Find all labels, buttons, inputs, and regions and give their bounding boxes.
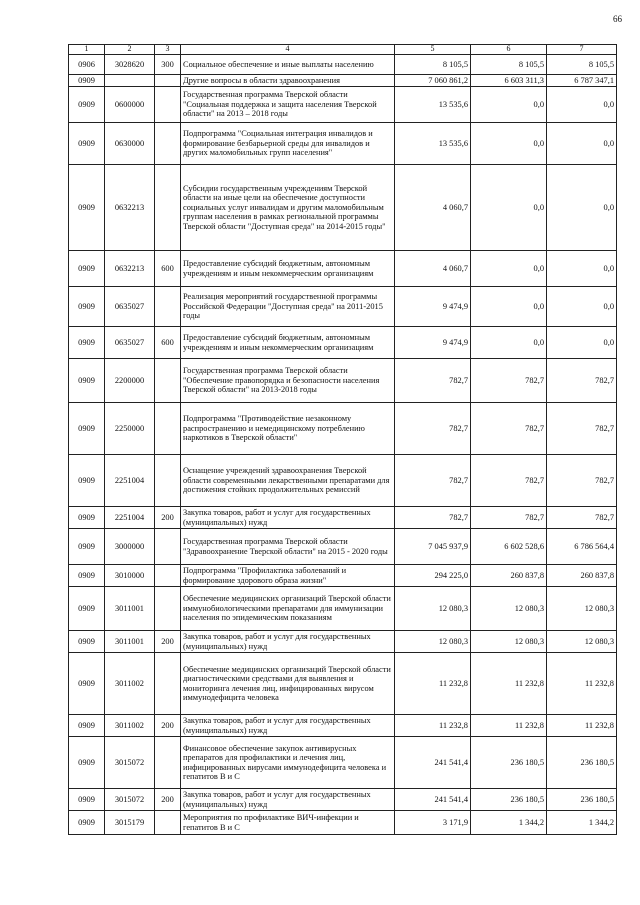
section-code: 0909 xyxy=(69,359,105,403)
item-name: Оснащение учреждений здравоохранения Тверской области современными лекарственными препаратами для достижения стойких продолжительных ремиссий xyxy=(181,455,395,507)
amount-col6: 236 180,5 xyxy=(471,737,547,789)
target-code: 3015072 xyxy=(105,737,155,789)
expense-type-code xyxy=(155,359,181,403)
amount-col7: 782,7 xyxy=(547,507,617,529)
amount-col6: 12 080,3 xyxy=(471,587,547,631)
amount-col7: 782,7 xyxy=(547,455,617,507)
table-row xyxy=(69,507,617,529)
amount-col6: 6 602 528,6 xyxy=(471,529,547,565)
expense-type-code xyxy=(155,287,181,327)
expense-type-code xyxy=(155,403,181,455)
target-code: 3011001 xyxy=(105,587,155,631)
expense-type-code: 200 xyxy=(155,715,181,737)
section-code: 0909 xyxy=(69,507,105,529)
amount-col6: 236 180,5 xyxy=(471,789,547,811)
expense-type-code xyxy=(155,529,181,565)
section-code: 0909 xyxy=(69,87,105,123)
expense-type-code: 600 xyxy=(155,327,181,359)
target-code: 3028620 xyxy=(105,55,155,75)
section-code: 0909 xyxy=(69,631,105,653)
amount-col5: 7 060 861,2 xyxy=(395,75,471,87)
section-code: 0909 xyxy=(69,123,105,165)
expense-type-code xyxy=(155,455,181,507)
table-row xyxy=(69,87,617,123)
amount-col6: 0,0 xyxy=(471,165,547,251)
section-code: 0909 xyxy=(69,75,105,87)
amount-col6: 11 232,8 xyxy=(471,715,547,737)
table-row xyxy=(69,737,617,789)
amount-col7: 260 837,8 xyxy=(547,565,617,587)
table-row xyxy=(69,327,617,359)
expense-type-code xyxy=(155,165,181,251)
amount-col6: 6 603 311,3 xyxy=(471,75,547,87)
amount-col7: 0,0 xyxy=(547,327,617,359)
expense-type-code: 200 xyxy=(155,507,181,529)
section-code: 0909 xyxy=(69,165,105,251)
amount-col7: 6 787 347,1 xyxy=(547,75,617,87)
amount-col5: 782,7 xyxy=(395,507,471,529)
section-code: 0906 xyxy=(69,55,105,75)
amount-col5: 241 541,4 xyxy=(395,789,471,811)
expense-type-code xyxy=(155,653,181,715)
target-code: 2251004 xyxy=(105,507,155,529)
amount-col7: 782,7 xyxy=(547,403,617,455)
table-row xyxy=(69,653,617,715)
amount-col6: 0,0 xyxy=(471,327,547,359)
amount-col5: 782,7 xyxy=(395,455,471,507)
amount-col5: 11 232,8 xyxy=(395,653,471,715)
amount-col7: 0,0 xyxy=(547,87,617,123)
target-code: 0632213 xyxy=(105,251,155,287)
expense-type-code: 300 xyxy=(155,55,181,75)
section-code: 0909 xyxy=(69,251,105,287)
expense-type-code: 200 xyxy=(155,789,181,811)
column-header: 7 xyxy=(547,45,617,55)
item-name: Закупка товаров, работ и услуг для государственных (муниципальных) нужд xyxy=(181,631,395,653)
budget-table xyxy=(68,44,617,835)
section-code: 0909 xyxy=(69,287,105,327)
column-header: 3 xyxy=(155,45,181,55)
item-name: Государственная программа Тверской области "Социальная поддержка и защита населения Тверской области" на 2013 – 2018 годы xyxy=(181,87,395,123)
expense-type-code xyxy=(155,811,181,835)
amount-col5: 13 535,6 xyxy=(395,123,471,165)
column-header: 5 xyxy=(395,45,471,55)
amount-col5: 9 474,9 xyxy=(395,327,471,359)
expense-type-code: 200 xyxy=(155,631,181,653)
target-code: 3015179 xyxy=(105,811,155,835)
table-row xyxy=(69,631,617,653)
target-code: 2251004 xyxy=(105,455,155,507)
item-name: Предоставление субсидий бюджетным, автономным учреждениям и иным некоммерческим организациям xyxy=(181,327,395,359)
amount-col7: 12 080,3 xyxy=(547,587,617,631)
amount-col7: 0,0 xyxy=(547,287,617,327)
item-name: Другие вопросы в области здравоохранения xyxy=(181,75,395,87)
amount-col6: 782,7 xyxy=(471,455,547,507)
target-code: 0635027 xyxy=(105,287,155,327)
target-code: 3011002 xyxy=(105,653,155,715)
amount-col6: 0,0 xyxy=(471,251,547,287)
amount-col7: 1 344,2 xyxy=(547,811,617,835)
table-row xyxy=(69,359,617,403)
amount-col7: 11 232,8 xyxy=(547,715,617,737)
expense-type-code xyxy=(155,75,181,87)
table-row xyxy=(69,165,617,251)
table-row xyxy=(69,287,617,327)
section-code: 0909 xyxy=(69,715,105,737)
amount-col6: 782,7 xyxy=(471,403,547,455)
table-row xyxy=(69,123,617,165)
amount-col6: 11 232,8 xyxy=(471,653,547,715)
item-name: Субсидии государственным учреждениям Тверской области на иные цели на обеспечение доступности социальных услуг инвалидам и другим маломобильным группам населения в рамках региональной программы Тверской области "Доступная среда" на 2014-2015 годы" xyxy=(181,165,395,251)
section-code: 0909 xyxy=(69,529,105,565)
amount-col5: 4 060,7 xyxy=(395,165,471,251)
item-name: Подпрограмма "Профилактика заболеваний и формирование здорового образа жизни" xyxy=(181,565,395,587)
amount-col6: 782,7 xyxy=(471,359,547,403)
section-code: 0909 xyxy=(69,327,105,359)
item-name: Финансовое обеспечение закупок антивирусных препаратов для профилактики и лечения лиц, инфицированных вирусами иммунодефицита человека и гепатитов В и С xyxy=(181,737,395,789)
table-row xyxy=(69,565,617,587)
target-code xyxy=(105,75,155,87)
amount-col5: 9 474,9 xyxy=(395,287,471,327)
amount-col6: 0,0 xyxy=(471,87,547,123)
item-name: Государственная программа Тверской области "Обеспечение правопорядка и безопасности населения Тверской области" на 2013-2018 годы xyxy=(181,359,395,403)
target-code: 3011002 xyxy=(105,715,155,737)
column-header: 2 xyxy=(105,45,155,55)
amount-col5: 11 232,8 xyxy=(395,715,471,737)
table-row xyxy=(69,587,617,631)
target-code: 0635027 xyxy=(105,327,155,359)
amount-col5: 241 541,4 xyxy=(395,737,471,789)
target-code: 0600000 xyxy=(105,87,155,123)
table-row xyxy=(69,715,617,737)
target-code: 0632213 xyxy=(105,165,155,251)
item-name: Обеспечение медицинских организаций Тверской области диагностическими средствами для выявления и мониторинга лечения лиц, инфицированных вирусом иммунодефицита человека xyxy=(181,653,395,715)
section-code: 0909 xyxy=(69,789,105,811)
target-code: 2250000 xyxy=(105,403,155,455)
amount-col5: 8 105,5 xyxy=(395,55,471,75)
amount-col7: 11 232,8 xyxy=(547,653,617,715)
expense-type-code xyxy=(155,87,181,123)
expense-type-code xyxy=(155,587,181,631)
column-header: 4 xyxy=(181,45,395,55)
table-row xyxy=(69,811,617,835)
item-name: Социальное обеспечение и иные выплаты населению xyxy=(181,55,395,75)
amount-col7: 6 786 564,4 xyxy=(547,529,617,565)
amount-col5: 7 045 937,9 xyxy=(395,529,471,565)
item-name: Реализация мероприятий государственной программы Российской Федерации "Доступная среда" на 2011-2015 годы xyxy=(181,287,395,327)
section-code: 0909 xyxy=(69,737,105,789)
section-code: 0909 xyxy=(69,587,105,631)
amount-col6: 260 837,8 xyxy=(471,565,547,587)
amount-col7: 236 180,5 xyxy=(547,789,617,811)
table-row xyxy=(69,403,617,455)
amount-col7: 236 180,5 xyxy=(547,737,617,789)
item-name: Подпрограмма "Противодействие незаконному распространению и немедицинскому потреблению наркотиков в Тверской области" xyxy=(181,403,395,455)
target-code: 0630000 xyxy=(105,123,155,165)
item-name: Подпрограмма "Социальная интеграция инвалидов и формирование безбарьерной среды для инвалидов и других маломобильных групп населения" xyxy=(181,123,395,165)
target-code: 3010000 xyxy=(105,565,155,587)
item-name: Закупка товаров, работ и услуг для государственных (муниципальных) нужд xyxy=(181,715,395,737)
target-code: 3011001 xyxy=(105,631,155,653)
item-name: Мероприятия по профилактике ВИЧ-инфекции и гепатитов В и С xyxy=(181,811,395,835)
expense-type-code xyxy=(155,123,181,165)
section-code: 0909 xyxy=(69,403,105,455)
item-name: Обеспечение медицинских организаций Тверской области иммунобиологическими препаратами для иммунизации населения по эпидемическим показаниям xyxy=(181,587,395,631)
amount-col7: 0,0 xyxy=(547,165,617,251)
expense-type-code: 600 xyxy=(155,251,181,287)
target-code: 3015072 xyxy=(105,789,155,811)
section-code: 0909 xyxy=(69,811,105,835)
amount-col6: 12 080,3 xyxy=(471,631,547,653)
amount-col7: 782,7 xyxy=(547,359,617,403)
target-code: 2200000 xyxy=(105,359,155,403)
amount-col5: 3 171,9 xyxy=(395,811,471,835)
amount-col7: 0,0 xyxy=(547,251,617,287)
table-row xyxy=(69,55,617,75)
expense-type-code xyxy=(155,565,181,587)
section-code: 0909 xyxy=(69,565,105,587)
amount-col7: 8 105,5 xyxy=(547,55,617,75)
item-name: Государственная программа Тверской области "Здравоохранение Тверской области" на 2015 - 2020 годы xyxy=(181,529,395,565)
amount-col5: 782,7 xyxy=(395,403,471,455)
column-header: 1 xyxy=(69,45,105,55)
item-name: Закупка товаров, работ и услуг для государственных (муниципальных) нужд xyxy=(181,507,395,529)
table-row xyxy=(69,529,617,565)
amount-col5: 4 060,7 xyxy=(395,251,471,287)
amount-col5: 294 225,0 xyxy=(395,565,471,587)
expense-type-code xyxy=(155,737,181,789)
section-code: 0909 xyxy=(69,653,105,715)
amount-col7: 12 080,3 xyxy=(547,631,617,653)
amount-col6: 0,0 xyxy=(471,123,547,165)
page-number: 66 xyxy=(613,14,622,24)
amount-col5: 12 080,3 xyxy=(395,587,471,631)
amount-col6: 0,0 xyxy=(471,287,547,327)
section-code: 0909 xyxy=(69,455,105,507)
item-name: Закупка товаров, работ и услуг для государственных (муниципальных) нужд xyxy=(181,789,395,811)
amount-col5: 782,7 xyxy=(395,359,471,403)
amount-col5: 12 080,3 xyxy=(395,631,471,653)
amount-col7: 0,0 xyxy=(547,123,617,165)
item-name: Предоставление субсидий бюджетным, автономным учреждениям и иным некоммерческим организациям xyxy=(181,251,395,287)
column-header: 6 xyxy=(471,45,547,55)
table-row xyxy=(69,75,617,87)
header-row xyxy=(69,45,617,55)
table-row xyxy=(69,789,617,811)
amount-col6: 1 344,2 xyxy=(471,811,547,835)
amount-col6: 782,7 xyxy=(471,507,547,529)
amount-col6: 8 105,5 xyxy=(471,55,547,75)
amount-col5: 13 535,6 xyxy=(395,87,471,123)
table-row xyxy=(69,455,617,507)
table-row xyxy=(69,251,617,287)
target-code: 3000000 xyxy=(105,529,155,565)
